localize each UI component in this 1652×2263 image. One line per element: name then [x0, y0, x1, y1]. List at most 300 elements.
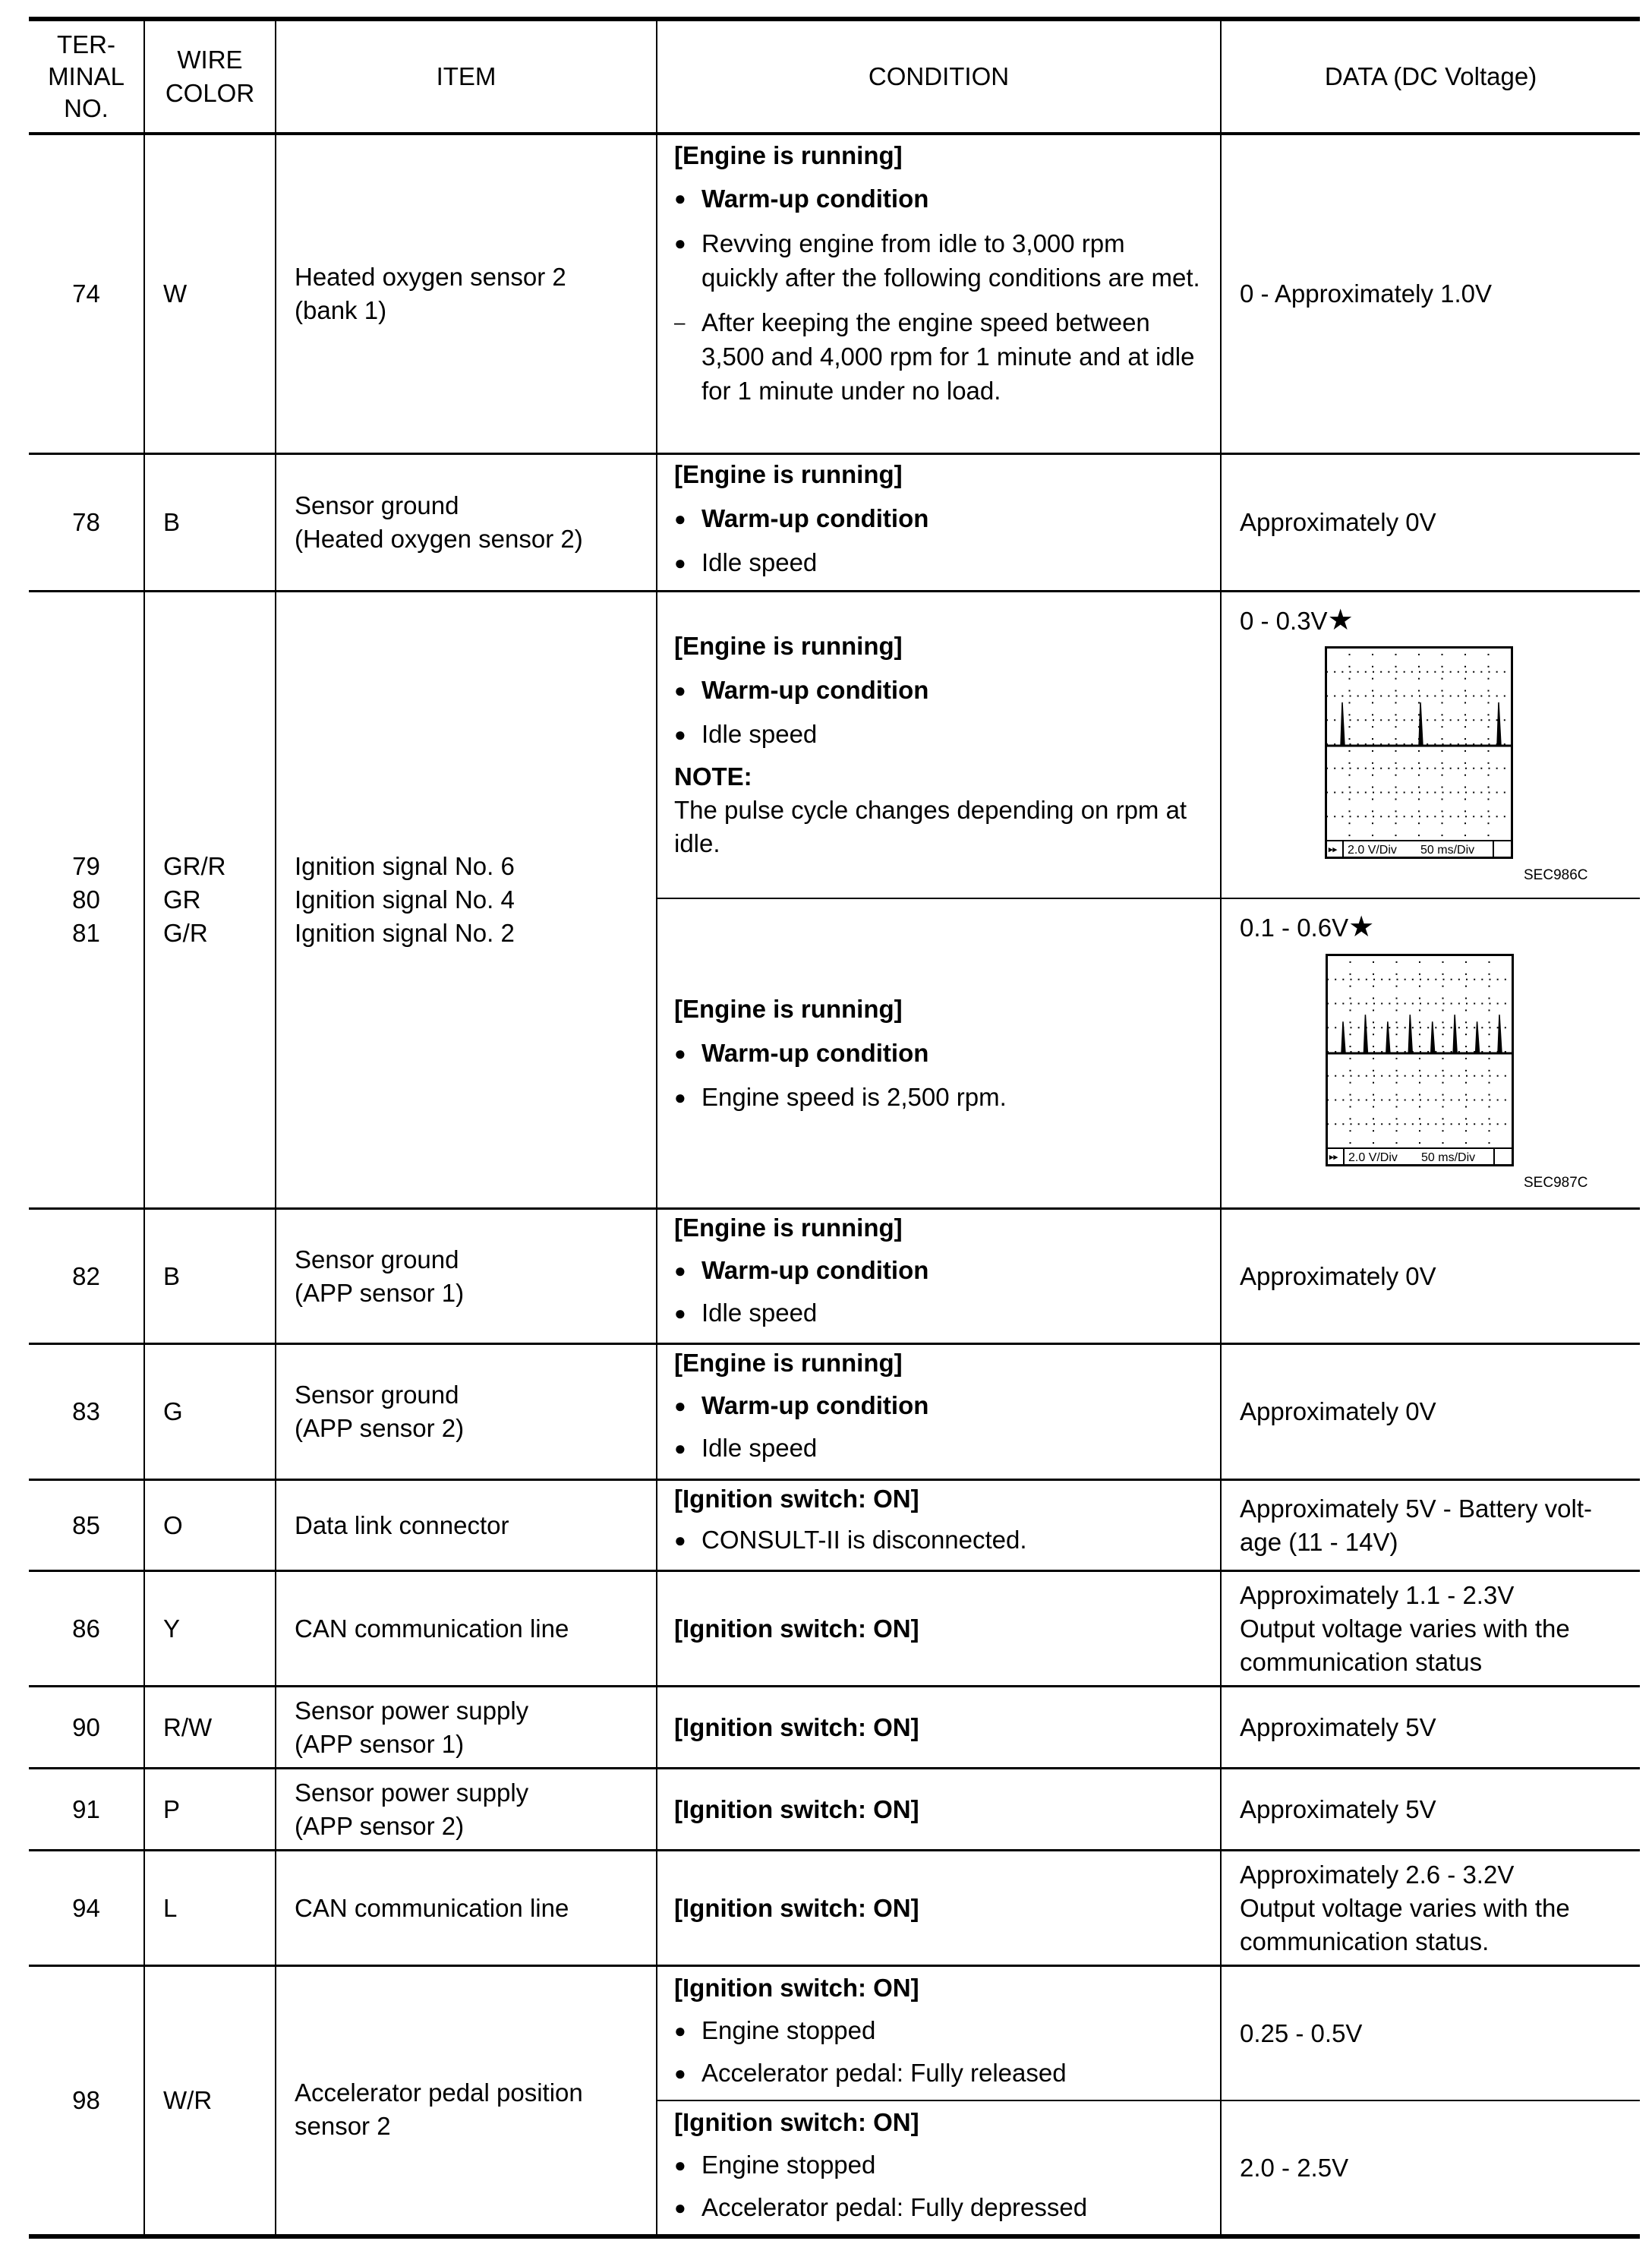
grid-dot — [1349, 787, 1351, 788]
grid-dot — [1504, 816, 1505, 817]
grid-dot — [1505, 1003, 1506, 1005]
data-value: age (11 - 14V) — [1240, 1527, 1398, 1556]
grid-dot — [1465, 1034, 1467, 1035]
grid-dot — [1451, 1100, 1452, 1101]
condition-bullet: Warm-up condition — [701, 504, 929, 532]
grid-dot — [1327, 1003, 1329, 1005]
grid-dot — [1512, 743, 1513, 745]
grid-dot — [1395, 822, 1397, 824]
grid-dot — [1380, 816, 1382, 817]
grid-dot — [1434, 816, 1436, 817]
grid-dot — [1372, 666, 1373, 668]
grid-dot — [1334, 792, 1335, 794]
grid-dot — [1450, 719, 1452, 721]
grid-dot — [1442, 1142, 1444, 1144]
condition-subitem: After keeping the engine speed between 3,500 and 4,000 rpm for 1 minute and at idle for 1 minute under no load. — [701, 308, 1195, 405]
bullet-icon: ● — [674, 1437, 686, 1460]
bullet-icon: ● — [674, 1302, 686, 1324]
condition-heading: [Ignition switch: ON] — [674, 1614, 919, 1643]
grid-dot — [1419, 1046, 1420, 1047]
grid-dot — [1412, 1100, 1414, 1101]
grid-dot — [1434, 768, 1436, 769]
grid-dot — [1357, 768, 1359, 769]
grid-dot — [1395, 714, 1397, 715]
grid-dot — [1442, 654, 1443, 655]
terminal-cell — [29, 1967, 143, 2234]
grid-dot — [1373, 1070, 1374, 1072]
wire-color-cell — [145, 592, 275, 1207]
grid-dot — [1373, 1034, 1374, 1035]
grid-dot — [1434, 696, 1436, 697]
grid-dot — [1480, 768, 1482, 769]
condition-heading: [Ignition switch: ON] — [674, 1974, 919, 2002]
grid-dot — [1419, 1118, 1420, 1119]
grid-dot — [1489, 974, 1490, 975]
grid-dot — [1512, 696, 1513, 697]
grid-dot — [1466, 1075, 1468, 1077]
grid-dot — [1442, 1106, 1444, 1107]
grid-dot — [1420, 1003, 1421, 1005]
item-cell — [276, 1687, 656, 1767]
grid-dot — [1481, 979, 1483, 980]
header-condition-label: CONDITION — [868, 62, 1010, 90]
grid-dot — [1442, 738, 1443, 740]
grid-dot — [1450, 696, 1452, 697]
grid-dot — [1397, 1123, 1398, 1125]
grid-dot — [1419, 1034, 1420, 1035]
grid-dot — [1389, 1003, 1390, 1005]
grid-dot — [1442, 1009, 1444, 1011]
item-text: CAN communication line — [295, 1614, 569, 1643]
grid-dot — [1341, 696, 1343, 697]
item-text: (APP sensor 2) — [295, 1811, 465, 1840]
item-cell — [276, 592, 656, 1207]
wire-color: GR — [163, 885, 201, 914]
bullet-icon: ● — [674, 1259, 686, 1282]
grid-dot — [1350, 986, 1351, 987]
grid-dot — [1351, 1003, 1352, 1005]
terminal-cell — [29, 1572, 143, 1685]
grid-dot — [1357, 792, 1359, 794]
grid-dot — [1465, 1082, 1467, 1084]
grid-dot — [1335, 1027, 1336, 1028]
grid-dot — [1396, 986, 1398, 987]
grid-dot — [1326, 768, 1328, 769]
grid-dot — [1419, 986, 1420, 987]
grid-dot — [1451, 1027, 1452, 1028]
grid-dot — [1396, 1130, 1398, 1132]
bullet-icon: ● — [674, 507, 686, 530]
grid-dot — [1380, 768, 1382, 769]
grid-dot — [1395, 787, 1397, 788]
grid-dot — [1373, 979, 1375, 980]
grid-dot — [1504, 696, 1505, 697]
grid-dot — [1373, 696, 1374, 697]
data-cell — [1222, 1481, 1640, 1570]
data-value: Approximately 0V — [1240, 508, 1436, 536]
grid-dot — [1335, 1075, 1336, 1077]
grid-dot — [1465, 696, 1467, 697]
grid-dot — [1395, 702, 1397, 703]
grid-dot — [1512, 1003, 1514, 1005]
grid-dot — [1350, 1058, 1351, 1059]
grid-dot — [1351, 1100, 1352, 1101]
grid-dot — [1404, 696, 1405, 697]
bullet-icon: ● — [674, 2154, 686, 2176]
item-cell — [276, 1345, 656, 1479]
grid-dot — [1490, 1075, 1491, 1077]
grid-dot — [1334, 719, 1335, 721]
grid-dot — [1395, 750, 1397, 752]
grid-dot — [1418, 787, 1420, 788]
grid-dot — [1466, 1100, 1468, 1101]
grid-dot — [1341, 671, 1343, 673]
star-icon: ★ — [1348, 911, 1375, 943]
grid-dot — [1473, 768, 1474, 769]
grid-dot — [1458, 768, 1459, 769]
item-text: Ignition signal No. 6 — [295, 852, 515, 880]
grid-dot — [1373, 1003, 1375, 1005]
grid-dot — [1434, 671, 1436, 673]
terminal-number: 98 — [72, 2086, 100, 2114]
item-text: Sensor ground — [295, 491, 459, 519]
grid-dot — [1395, 738, 1397, 740]
grid-dot — [1396, 1142, 1398, 1144]
grid-dot — [1418, 822, 1420, 824]
grid-dot — [1389, 1027, 1390, 1028]
header-wire-line: WIRE — [177, 46, 243, 74]
grid-dot — [1381, 1100, 1382, 1101]
grid-dot — [1465, 998, 1467, 999]
grid-dot — [1327, 979, 1329, 980]
grid-dot — [1411, 696, 1413, 697]
grid-dot — [1512, 1027, 1514, 1028]
grid-dot — [1464, 654, 1466, 655]
grid-dot — [1465, 1118, 1467, 1119]
grid-dot — [1465, 1142, 1467, 1144]
grid-dot — [1427, 816, 1428, 817]
condition-heading: [Ignition switch: ON] — [674, 1485, 919, 1513]
oscilloscope-waveform — [1325, 646, 1513, 859]
grid-dot — [1357, 816, 1359, 817]
grid-dot — [1466, 979, 1468, 980]
grid-dot — [1420, 1075, 1421, 1077]
grid-dot — [1412, 1003, 1414, 1005]
condition-heading: [Engine is running] — [674, 141, 903, 169]
item-text: Data link connector — [295, 1510, 509, 1539]
wire-color: Y — [163, 1614, 181, 1643]
grid-dot — [1465, 986, 1467, 987]
grid-dot — [1389, 979, 1390, 980]
data-cell — [1222, 135, 1640, 453]
header-wire-line: COLOR — [165, 79, 255, 107]
grid-dot — [1372, 775, 1373, 776]
grid-dot — [1349, 702, 1351, 703]
grid-dot — [1396, 1034, 1398, 1035]
condition-cell — [657, 1687, 1220, 1767]
grid-dot — [1451, 979, 1452, 980]
grid-dot — [1497, 1003, 1499, 1005]
grid-dot — [1512, 1051, 1514, 1053]
grid-dot — [1411, 792, 1413, 794]
wire-color: B — [163, 508, 181, 536]
grid-dot — [1350, 1009, 1351, 1011]
grid-dot — [1405, 1100, 1406, 1101]
grid-dot — [1418, 750, 1420, 752]
grid-dot — [1473, 671, 1474, 673]
grid-dot — [1442, 961, 1444, 963]
grid-dot — [1373, 1118, 1374, 1119]
data-value: 2.0 - 2.5V — [1240, 2153, 1349, 2182]
grid-dot — [1489, 671, 1490, 673]
grid-dot — [1505, 1100, 1506, 1101]
grid-dot — [1458, 1100, 1460, 1101]
grid-dot — [1489, 696, 1490, 697]
condition-bullet: Warm-up condition — [701, 676, 929, 704]
wire-color: O — [163, 1510, 183, 1539]
grid-dot — [1373, 1021, 1374, 1023]
condition-cell — [657, 1345, 1220, 1479]
header-terminal-line: TER- — [56, 30, 115, 58]
condition-bullet: Engine stopped — [701, 2151, 876, 2179]
grid-dot — [1488, 835, 1490, 836]
data-cell — [1222, 1210, 1640, 1343]
grid-dot — [1465, 961, 1467, 963]
grid-dot — [1489, 1021, 1490, 1023]
grid-dot — [1458, 696, 1459, 697]
bullet-icon: ● — [674, 1394, 686, 1417]
condition-bullet: Accelerator pedal: Fully released — [701, 2059, 1067, 2087]
item-text: Sensor power supply — [295, 1696, 529, 1725]
bullet-icon: ● — [674, 187, 686, 210]
grid-dot — [1496, 719, 1498, 721]
grid-dot — [1458, 792, 1459, 794]
grid-dot — [1395, 762, 1397, 764]
grid-dot — [1349, 726, 1351, 728]
header-terminal-line: NO. — [64, 94, 109, 122]
grid-dot — [1490, 1123, 1491, 1125]
bullet-icon: ● — [674, 1086, 686, 1109]
grid-dot — [1442, 974, 1444, 975]
grid-dot — [1488, 726, 1490, 728]
data-cell — [1222, 1687, 1640, 1767]
condition-bullet: Warm-up condition — [701, 1391, 929, 1419]
grid-dot — [1396, 1046, 1398, 1047]
grid-dot — [1465, 974, 1467, 975]
grid-dot — [1481, 1003, 1483, 1005]
grid-dot — [1395, 654, 1397, 655]
grid-dot — [1489, 1082, 1490, 1084]
grid-dot — [1466, 1003, 1468, 1005]
grid-dot — [1366, 1123, 1367, 1125]
condition-bullet: CONSULT-II is disconnected. — [701, 1526, 1027, 1554]
grid-dot — [1404, 671, 1405, 673]
grid-dot — [1351, 1123, 1352, 1125]
grid-dot — [1404, 792, 1405, 794]
grid-dot — [1395, 726, 1397, 728]
grid-dot — [1464, 822, 1466, 824]
grid-dot — [1435, 1075, 1436, 1077]
header-data — [1222, 21, 1640, 132]
grid-dot — [1357, 719, 1359, 721]
grid-dot — [1341, 768, 1343, 769]
terminal-number: 79 — [72, 852, 100, 880]
wire-color-cell — [145, 1572, 275, 1685]
grid-dot — [1396, 1070, 1398, 1072]
grid-dot — [1512, 1075, 1514, 1077]
grid-dot — [1373, 974, 1374, 975]
grid-dot — [1442, 726, 1443, 728]
data-value: Approximately 5V - Battery volt- — [1240, 1494, 1592, 1523]
grid-dot — [1496, 768, 1498, 769]
grid-dot — [1365, 816, 1367, 817]
grid-dot — [1465, 1009, 1467, 1011]
wire-color: L — [163, 1893, 178, 1922]
grid-dot — [1350, 1094, 1351, 1096]
grid-dot — [1418, 666, 1420, 668]
grid-dot — [1396, 974, 1398, 975]
grid-dot — [1488, 714, 1490, 715]
condition-bullet: Revving engine from idle to 3,000 rpm quickly after the following conditions are met. — [701, 229, 1200, 292]
grid-dot — [1443, 1075, 1445, 1077]
grid-dot — [1442, 835, 1443, 836]
grid-dot — [1451, 1003, 1452, 1005]
grid-dot — [1465, 719, 1467, 721]
grid-dot — [1489, 998, 1490, 999]
grid-dot — [1474, 1003, 1475, 1005]
grid-dot — [1488, 750, 1490, 752]
bullet-icon: ● — [674, 1042, 686, 1065]
grid-dot — [1373, 719, 1374, 721]
grid-dot — [1381, 1027, 1382, 1028]
grid-dot — [1349, 738, 1351, 740]
grid-dot — [1427, 696, 1428, 697]
item-text: sensor 2 — [295, 2112, 391, 2140]
condition-cell — [657, 1210, 1220, 1343]
grid-dot — [1489, 1058, 1490, 1059]
grid-dot — [1442, 666, 1443, 668]
grid-dot — [1418, 798, 1420, 800]
grid-dot — [1350, 974, 1351, 975]
data-value: Approximately 0V — [1240, 1261, 1436, 1290]
grid-dot — [1435, 979, 1436, 980]
grid-dot — [1512, 1100, 1514, 1101]
oscilloscope-svg — [1326, 954, 1514, 1166]
grid-dot — [1464, 690, 1466, 692]
grid-dot — [1442, 986, 1444, 987]
grid-dot — [1473, 696, 1474, 697]
grid-dot — [1373, 998, 1374, 999]
grid-dot — [1443, 979, 1445, 980]
grid-dot — [1465, 1070, 1467, 1072]
terminal-cell — [29, 1210, 143, 1343]
grid-dot — [1512, 768, 1513, 769]
wire-color: P — [163, 1794, 181, 1823]
grid-dot — [1488, 762, 1490, 764]
grid-dot — [1405, 1003, 1406, 1005]
wire-color-cell — [145, 455, 275, 590]
dash-icon: – — [674, 311, 686, 333]
condition-bullet: Warm-up condition — [701, 1256, 929, 1284]
grid-dot — [1372, 714, 1373, 715]
grid-dot — [1489, 1046, 1490, 1047]
grid-dot — [1349, 690, 1351, 692]
item-text: Sensor power supply — [295, 1778, 529, 1807]
item-cell — [276, 1769, 656, 1849]
item-text: Heated oxygen sensor 2 — [295, 263, 566, 291]
grid-dot — [1412, 1075, 1414, 1077]
grid-dot — [1372, 678, 1373, 680]
grid-dot — [1442, 1046, 1444, 1047]
grid-dot — [1395, 810, 1397, 812]
grid-dot — [1442, 750, 1443, 752]
grid-dot — [1418, 835, 1420, 836]
condition-heading: [Engine is running] — [674, 460, 903, 488]
grid-dot — [1341, 816, 1343, 817]
item-text: Ignition signal No. 2 — [295, 919, 515, 947]
data-value: 0.1 - 0.6V — [1240, 914, 1349, 942]
grid-dot — [1442, 998, 1444, 999]
grid-dot — [1427, 1003, 1429, 1005]
grid-dot — [1366, 1075, 1367, 1077]
grid-dot — [1442, 1094, 1444, 1096]
grid-dot — [1427, 719, 1428, 721]
grid-dot — [1497, 1100, 1499, 1101]
bullet-icon: ● — [674, 2062, 686, 2085]
grid-dot — [1418, 775, 1420, 776]
grid-dot — [1465, 768, 1467, 769]
grid-dot — [1464, 750, 1466, 752]
grid-dot — [1465, 671, 1467, 673]
grid-dot — [1349, 798, 1351, 800]
wire-color: G — [163, 1397, 183, 1425]
grid-dot — [1366, 1100, 1367, 1101]
grid-dot — [1334, 671, 1335, 673]
grid-dot — [1464, 714, 1466, 715]
note-text: The pulse cycle changes depending on rpm at idle. — [674, 796, 1187, 857]
grid-dot — [1504, 719, 1505, 721]
terminal-number: 74 — [72, 279, 100, 308]
grid-dot — [1451, 1075, 1452, 1077]
grid-dot — [1350, 792, 1351, 794]
grid-dot — [1396, 1106, 1398, 1107]
wire-color-cell — [145, 1687, 275, 1767]
data-cell — [1222, 1572, 1640, 1685]
grid-dot — [1464, 726, 1466, 728]
grid-dot — [1434, 792, 1436, 794]
terminal-cell — [29, 592, 143, 1207]
condition-bullet: Accelerator pedal: Fully depressed — [701, 2193, 1088, 2221]
oscilloscope-svg — [1325, 646, 1513, 859]
grid-dot — [1442, 762, 1443, 764]
grid-dot — [1358, 1003, 1360, 1005]
wire-color-cell — [145, 1967, 275, 2234]
grid-dot — [1365, 719, 1367, 721]
grid-dot — [1481, 1100, 1483, 1101]
data-value: Approximately 2.6 - 3.2V — [1240, 1860, 1515, 1889]
grid-dot — [1419, 768, 1420, 769]
grid-dot — [1372, 762, 1373, 764]
item-text: (APP sensor 1) — [295, 1729, 465, 1758]
fast-forward-icon: ▸▸ — [1329, 845, 1338, 854]
bullet-icon: ● — [674, 723, 686, 746]
grid-dot — [1395, 678, 1397, 680]
grid-dot — [1435, 1100, 1436, 1101]
grid-dot — [1327, 1075, 1329, 1077]
grid-dot — [1366, 1003, 1367, 1005]
grid-dot — [1450, 816, 1452, 817]
grid-dot — [1419, 1106, 1420, 1107]
